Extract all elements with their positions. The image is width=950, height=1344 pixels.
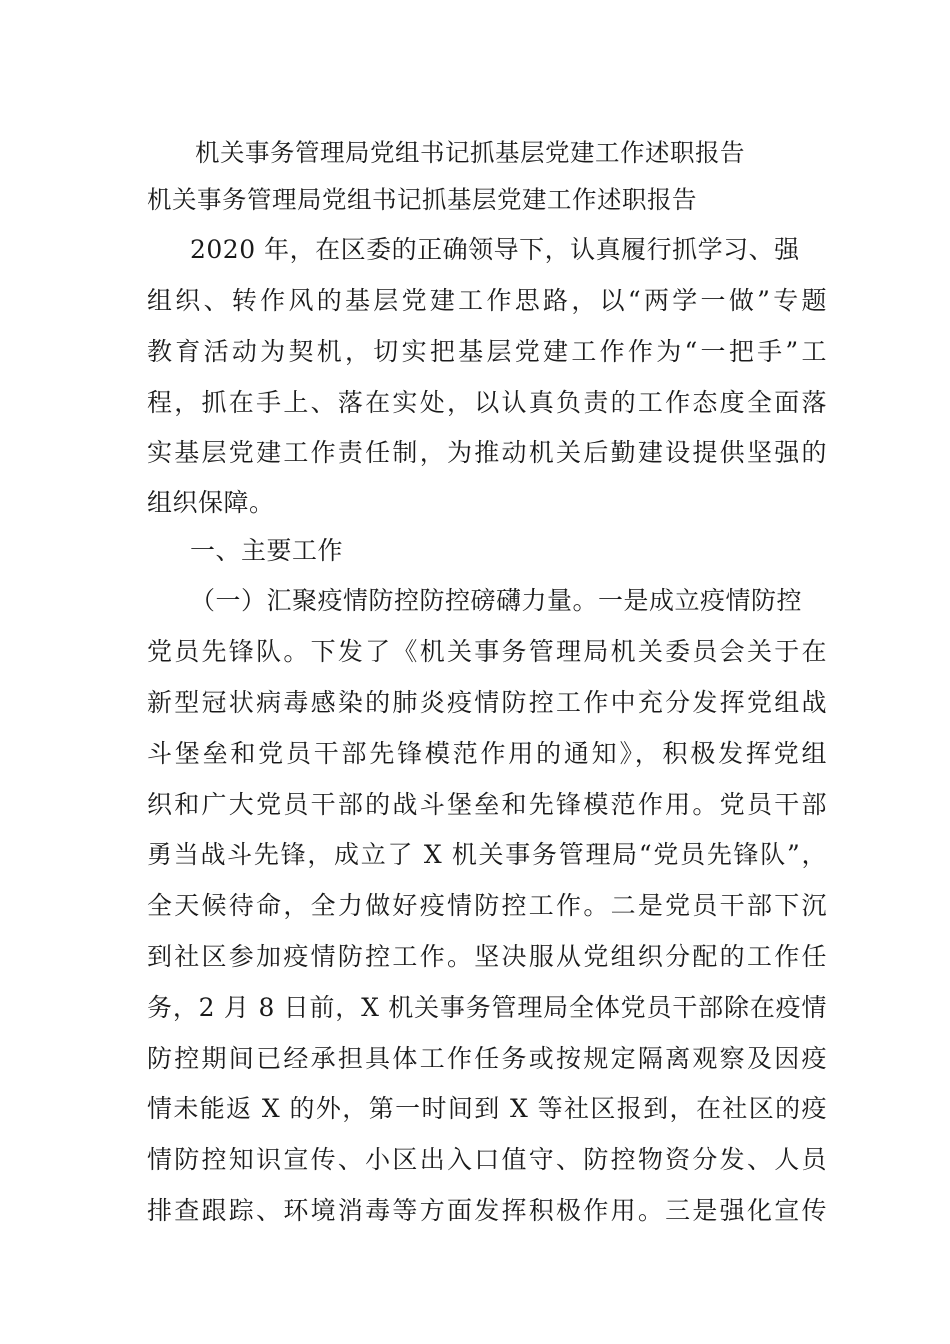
document-title: 机关事务管理局党组书记抓基层党建工作述职报告 <box>195 138 745 167</box>
paragraph-line: 务，2 月 8 日前，X 机关事务管理局全体党员干部除在疫情 <box>147 993 827 1022</box>
paragraph-line: 斗堡垒和党员干部先锋模范作用的通知》，积极发挥党组 <box>147 739 827 768</box>
paragraph-line: （一）汇聚疫情防控防控磅礴力量。一是成立疫情防控 <box>190 586 803 615</box>
paragraph-line: 组织、转作风的基层党建工作思路，以“两学一做”专题 <box>147 286 827 315</box>
paragraph-line: 党员先锋队。下发了《机关事务管理局机关委员会关于在 <box>147 637 827 666</box>
paragraph-line: 教育活动为契机，切实把基层党建工作作为“一把手”工 <box>147 337 827 366</box>
paragraph-line: 排查跟踪、环境消毒等方面发挥积极作用。三是强化宣传 <box>147 1196 827 1225</box>
paragraph-line: 情未能返 X 的外，第一时间到 X 等社区报到，在社区的疫 <box>147 1094 827 1123</box>
paragraph-line: 到社区参加疫情防控工作。坚决服从党组织分配的工作任 <box>147 942 827 971</box>
paragraph-line: 程，抓在手上、落在实处，以认真负责的工作态度全面落 <box>147 388 827 417</box>
paragraph-line: 2020 年，在区委的正确领导下，认真履行抓学习、强 <box>190 235 800 264</box>
paragraph-line: 实基层党建工作责任制，为推动机关后勤建设提供坚强的 <box>147 438 827 467</box>
paragraph-line: 织和广大党员干部的战斗堡垒和先锋模范作用。党员干部 <box>147 790 827 819</box>
paragraph-line: 情防控知识宣传、小区出入口值守、防控物资分发、人员 <box>147 1145 827 1174</box>
paragraph-line: 新型冠状病毒感染的肺炎疫情防控工作中充分发挥党组战 <box>147 688 827 717</box>
section-heading: 一、主要工作 <box>190 536 344 565</box>
paragraph-line: 勇当战斗先锋，成立了 X 机关事务管理局“党员先锋队”， <box>147 840 827 869</box>
document-subtitle: 机关事务管理局党组书记抓基层党建工作述职报告 <box>147 185 697 214</box>
paragraph-line: 全天候待命，全力做好疫情防控工作。二是党员干部下沉 <box>147 891 827 920</box>
paragraph-line: 组织保障。 <box>147 488 275 517</box>
paragraph-line: 防控期间已经承担具体工作任务或按规定隔离观察及因疫 <box>147 1044 827 1073</box>
